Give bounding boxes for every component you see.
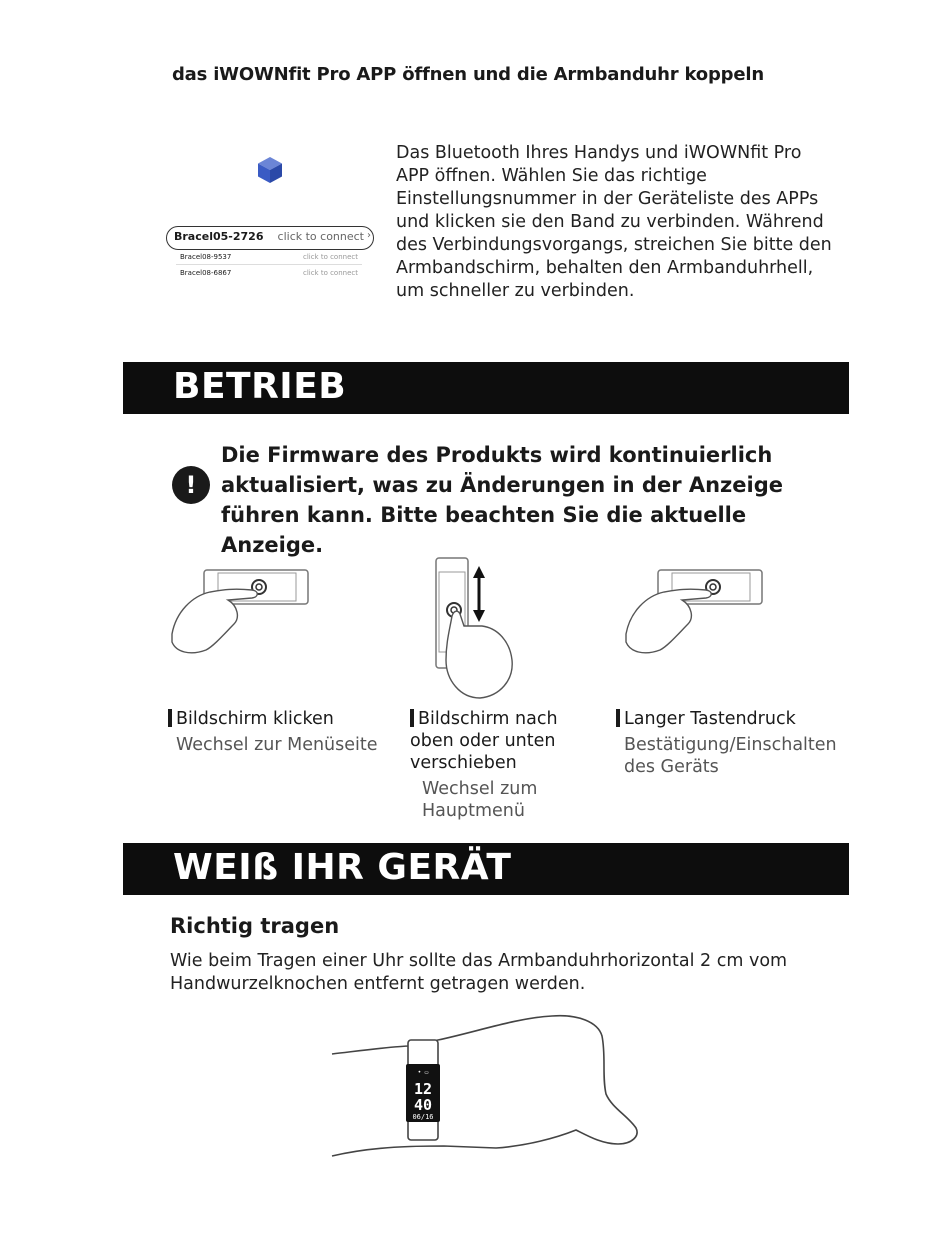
gesture-title: Langer Tastendruck xyxy=(616,708,846,730)
pairing-heading: das iWOWNfit Pro APP öffnen und die Armbanduhr koppeln xyxy=(172,64,764,85)
press-hand-icon xyxy=(620,562,770,662)
device-name: Bracel05-2726 xyxy=(174,230,264,243)
swipe-hand-icon xyxy=(430,556,520,702)
wear-instructions: Wie beim Tragen einer Uhr sollte das Armbanduhrhorizontal 2 cm vom Handwurzelknochen entfernt getragen werden. xyxy=(170,951,788,994)
wrist-watch-icon xyxy=(326,1012,646,1162)
gesture-desc: Wechsel zur Menüseite xyxy=(176,735,378,755)
svg-text:40: 40 xyxy=(413,1096,433,1114)
wear-heading: Richtig tragen xyxy=(170,914,340,938)
gesture-long-press xyxy=(616,708,846,778)
gesture-desc: Wechsel zum Hauptmenü xyxy=(422,779,538,821)
gesture-title: Bildschirm klicken xyxy=(168,708,388,730)
section-title: BETRIEB xyxy=(173,366,347,407)
section-title: WEIß IHR GERÄT xyxy=(173,847,512,888)
chevron-right-icon: › xyxy=(367,230,371,241)
svg-text:• ▭: • ▭ xyxy=(417,1069,429,1076)
warning-icon: ! xyxy=(172,466,210,504)
device-list-item[interactable] xyxy=(176,252,362,264)
firmware-notice: Die Firmware des Produkts wird kontinuierlich aktualisiert, was zu Änderungen in der Anzeige führen kann. Bitte beachten Sie die aktuelle Anzeige. xyxy=(221,443,783,557)
gesture-swipe xyxy=(410,708,580,822)
device-name: Bracel08-6867 xyxy=(180,269,232,277)
device-list-item[interactable] xyxy=(176,268,362,280)
pairing-instructions: Das Bluetooth Ihres Handys und iWOWNfit Pro APP öffnen. Wählen Sie das richtige Einstellungsnummer in der Geräteliste des APPs und klicken sie den Band zu verbinden. Während des Verbindungsvorgangs, streichen Sie bitte den Armbandschirm, behalten den Armbanduhrhell, um schneller zu verbinden. xyxy=(396,143,832,301)
gesture-desc: Bestätigung/Einschalten des Geräts xyxy=(624,735,837,777)
device-list-item-selected[interactable] xyxy=(166,226,374,250)
section-bar-operation xyxy=(123,362,849,414)
svg-text:12: 12 xyxy=(413,1080,433,1098)
tap-hand-icon xyxy=(166,562,316,662)
connect-link[interactable]: click to connect xyxy=(302,253,358,261)
section-bar-device xyxy=(123,843,849,895)
connect-link[interactable]: click to connect xyxy=(302,269,358,277)
gesture-tap xyxy=(168,708,388,756)
svg-text:06/16: 06/16 xyxy=(412,1113,434,1121)
list-divider xyxy=(176,264,362,265)
gesture-title: Bildschirm nach oben oder unten verschieben xyxy=(410,708,580,774)
cube-icon xyxy=(257,156,283,184)
connect-link[interactable]: click to connect xyxy=(277,230,364,243)
device-name: Bracel08-9537 xyxy=(180,253,232,261)
